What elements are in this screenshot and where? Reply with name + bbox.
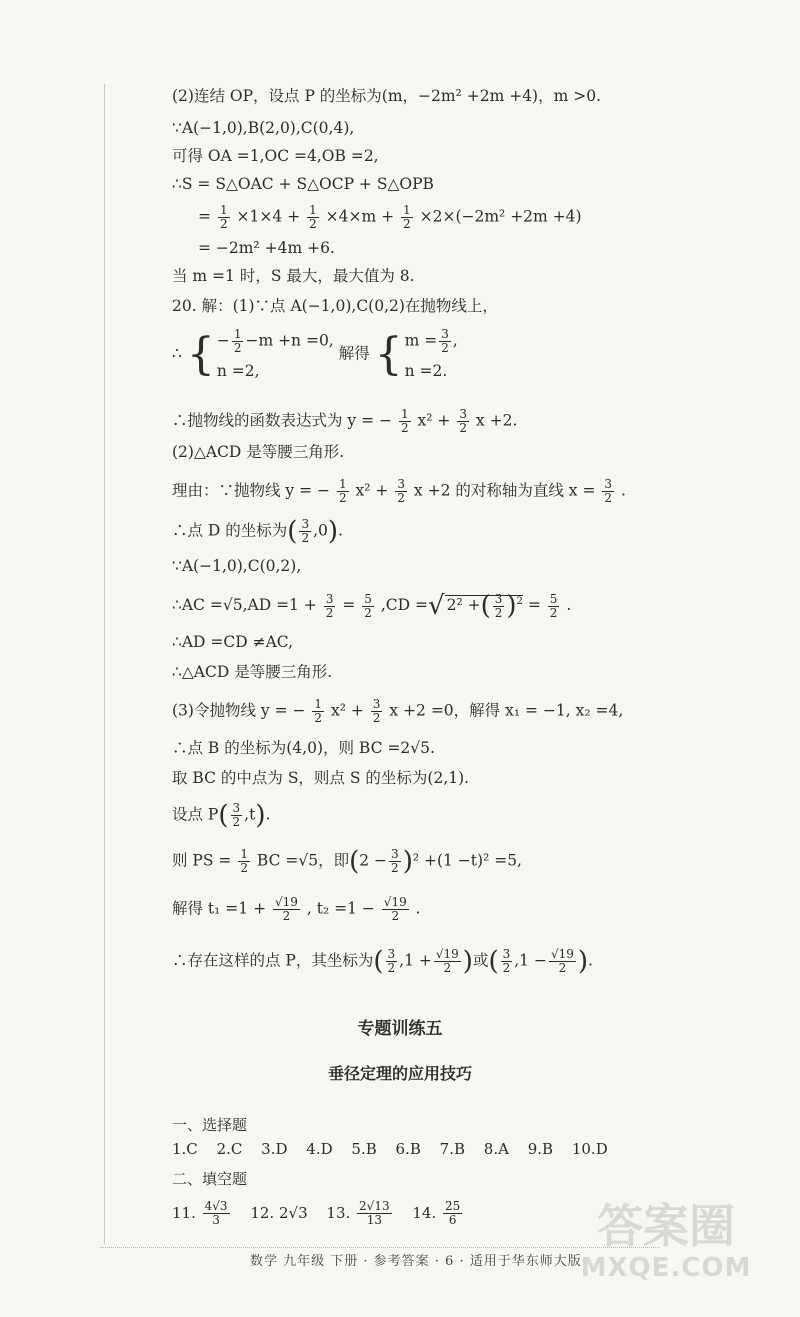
fraction: $\frac{1}{2}$ [309,203,317,231]
answer-item: 4.D [306,1140,333,1158]
answer-item-13: 13. $\frac{2√13}{13}$ [326,1199,390,1227]
answer-item: 5.B [351,1140,377,1158]
line-17: ∴△ACD 是等腰三角形. [172,663,333,681]
line-21: 设点 P( $\frac{3}{2}$ ,t). [172,800,271,831]
choice-answers [172,1140,622,1158]
answer-item: 8.A [483,1140,509,1158]
answer-item: 6.B [395,1140,421,1158]
answer-item-12: 12. 2√3 [250,1203,308,1222]
section-fill: 二、填空题 [172,1170,248,1188]
section-choice: 一、选择题 [172,1116,248,1134]
line-22: 则 PS = $\frac{1}{2}$ BC =√5，即(2 − $\frac{3}{2}$ )² +(1 −t)² =5, [172,846,522,877]
line-2: ∵A(−1,0),B(2,0),C(0,4), [172,119,355,137]
line-3: 可得 OA =1,OC =4,OB =2, [172,147,379,165]
answer-item: 7.B [439,1140,465,1158]
fill-answers [172,1200,478,1227]
line-13: ∴点 D 的坐标为( $\frac{3}{2}$ ,0). [172,516,343,547]
line-7: 当 m =1 时，S 最大，最大值为 8. [172,267,415,285]
answer-item: 10.D [571,1140,608,1158]
equation-system: { − $\frac{1}{2}$ −m +n =0, n =2, [186,327,334,380]
line-16: ∴AD =CD ≠AC, [172,633,294,651]
line-18: (3)令抛物线 y = − $\frac{1}{2}$ x² + $\frac{3}{2}$ x +2 =0，解得 x₁ = −1, x₂ =4, [172,697,624,725]
line-12: 理由：∵抛物线 y = − $\frac{1}{2}$ x² + $\frac{3}{2}$ x +2 的对称轴为直线 x = $\frac{3}{2}$ . [172,477,626,505]
line-11: (2)△ACD 是等腰三角形. [172,443,345,461]
line-15: ∴AC =√5,AD =1 + $\frac{3}{2}$ = $\frac{5}{2}$ ,CD =√ 2² +( $\frac{3}{2}$ )$^2$ = $\frac{5}{2}$ . [172,591,572,622]
line-4: ∴S = S△OAC + S△OCP + S△OPB [172,175,434,193]
line-10: ∴抛物线的函数表达式为 y = − $\frac{1}{2}$ x² + $\frac{3}{2}$ x +2. [172,407,518,435]
answer-item-11: 11. $\frac{4√3}{3}$ [172,1199,228,1227]
solution-system: { m = $\frac{3}{2}$ , n =2. [374,327,458,380]
page-title: 专题训练五 [357,1019,443,1039]
answer-item: 9.B [527,1140,554,1158]
line-1: (2)连结 OP，设点 P 的坐标为(m，−2m² +2m +4)，m >0. [172,87,602,105]
line-20: 取 BC 的中点为 S，则点 S 的坐标为(2,1). [172,769,470,787]
line-23: 解得 t₁ =1 + $\frac{√19}{2}$ , t₂ =1 − $\frac{√19}{2}$ . [172,895,421,923]
line-8: 20. 解：(1)∵点 A(−1,0),C(0,2)在抛物线上， [172,297,498,315]
line-19: ∴点 B 的坐标为(4,0)，则 BC =2√5. [172,739,435,757]
answer-item-14: 14. $\frac{25}{6}$ [412,1199,461,1227]
watermark-url: MXQE.COM [580,1253,752,1283]
fraction: $\frac{1}{2}$ [403,203,411,231]
line-24: ∴存在这样的点 P，其坐标为( $\frac{3}{2}$ ,1 + $\frac{√19}{2}$ )或( $\frac{3}{2}$ ,1 − $\frac{√19}{2}$ ). [172,946,593,977]
fraction: $\frac{1}{2}$ [219,203,228,231]
page-subtitle: 垂径定理的应用技巧 [327,1064,472,1083]
site-watermark [566,1200,766,1300]
page-footer: 数学 九年级 下册 · 参考答案 · 6 · 适用于华东师大版 [250,1254,582,1269]
answer-item: 3.D [261,1140,288,1158]
line-5: = $\frac{1}{2}$ ×1×4 + $\frac{1}{2}$ ×4×m + $\frac{1}{2}$ ×2×(−2m² +2m +4) [198,203,582,231]
line-9-system: ∴ { − $\frac{1}{2}$ −m +n =0, n =2, 解得 { m = $\frac{3}{2}$ , n =2. [172,327,458,380]
answer-item: 1.C [172,1140,198,1158]
line-6: = −2m² +4m +6. [198,239,335,257]
watermark-logo-text: 答案圈 [597,1199,735,1253]
line-14: ∵A(−1,0),C(0,2), [172,557,302,575]
answer-item: 2.C [216,1140,243,1158]
